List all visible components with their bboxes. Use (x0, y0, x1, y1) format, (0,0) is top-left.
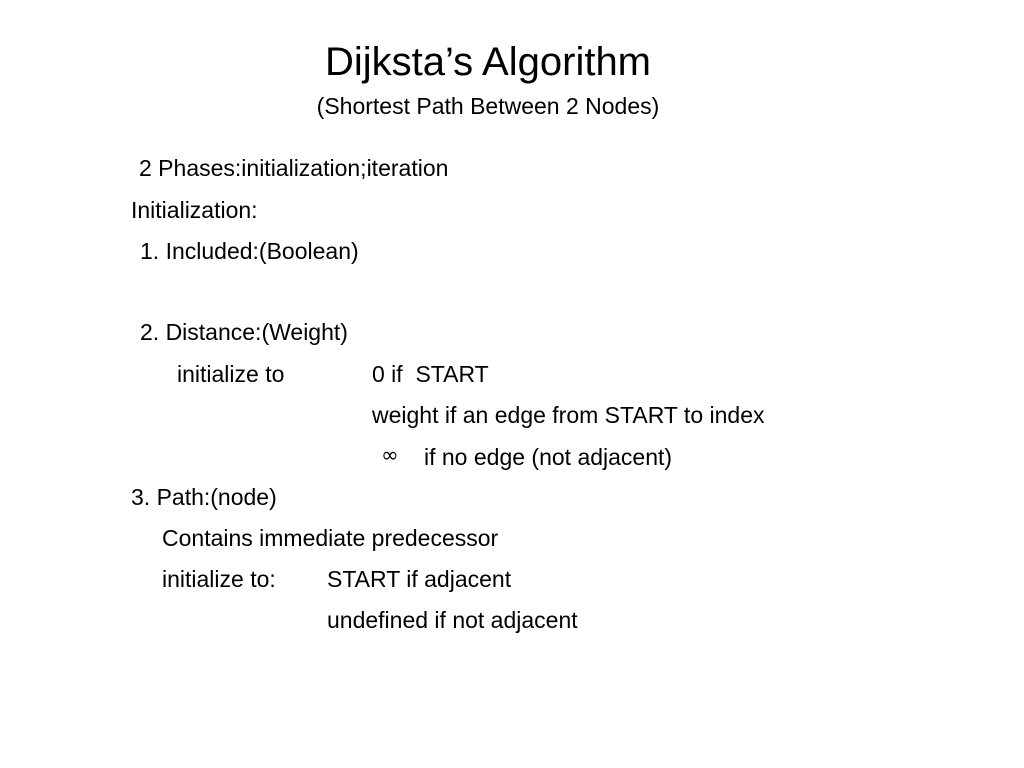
path-init-label: initialize to: (162, 566, 276, 592)
slide-title: Dijksta’s Algorithm (324, 40, 652, 84)
distance-init-label: initialize to (177, 361, 285, 387)
path-contains-line: Contains immediate predecessor (162, 525, 499, 551)
slide-subtitle: (Shortest Path Between 2 Nodes) (316, 93, 660, 119)
included-item: 1. Included:(Boolean) (140, 238, 359, 264)
phases-line: 2 Phases:initialization;iteration (139, 155, 449, 181)
distance-start-value: 0 if START (372, 361, 489, 387)
path-adjacent-value: START if adjacent (327, 566, 512, 592)
infinity-icon: ∞ (381, 443, 399, 467)
distance-item: 2. Distance:(Weight) (140, 319, 348, 345)
distance-no-edge-value: if no edge (not adjacent) (424, 444, 673, 470)
path-not-adjacent-value: undefined if not adjacent (327, 607, 578, 633)
distance-edge-value: weight if an edge from START to index (372, 402, 765, 428)
initialization-heading: Initialization: (131, 197, 258, 223)
path-item: 3. Path:(node) (131, 484, 277, 510)
